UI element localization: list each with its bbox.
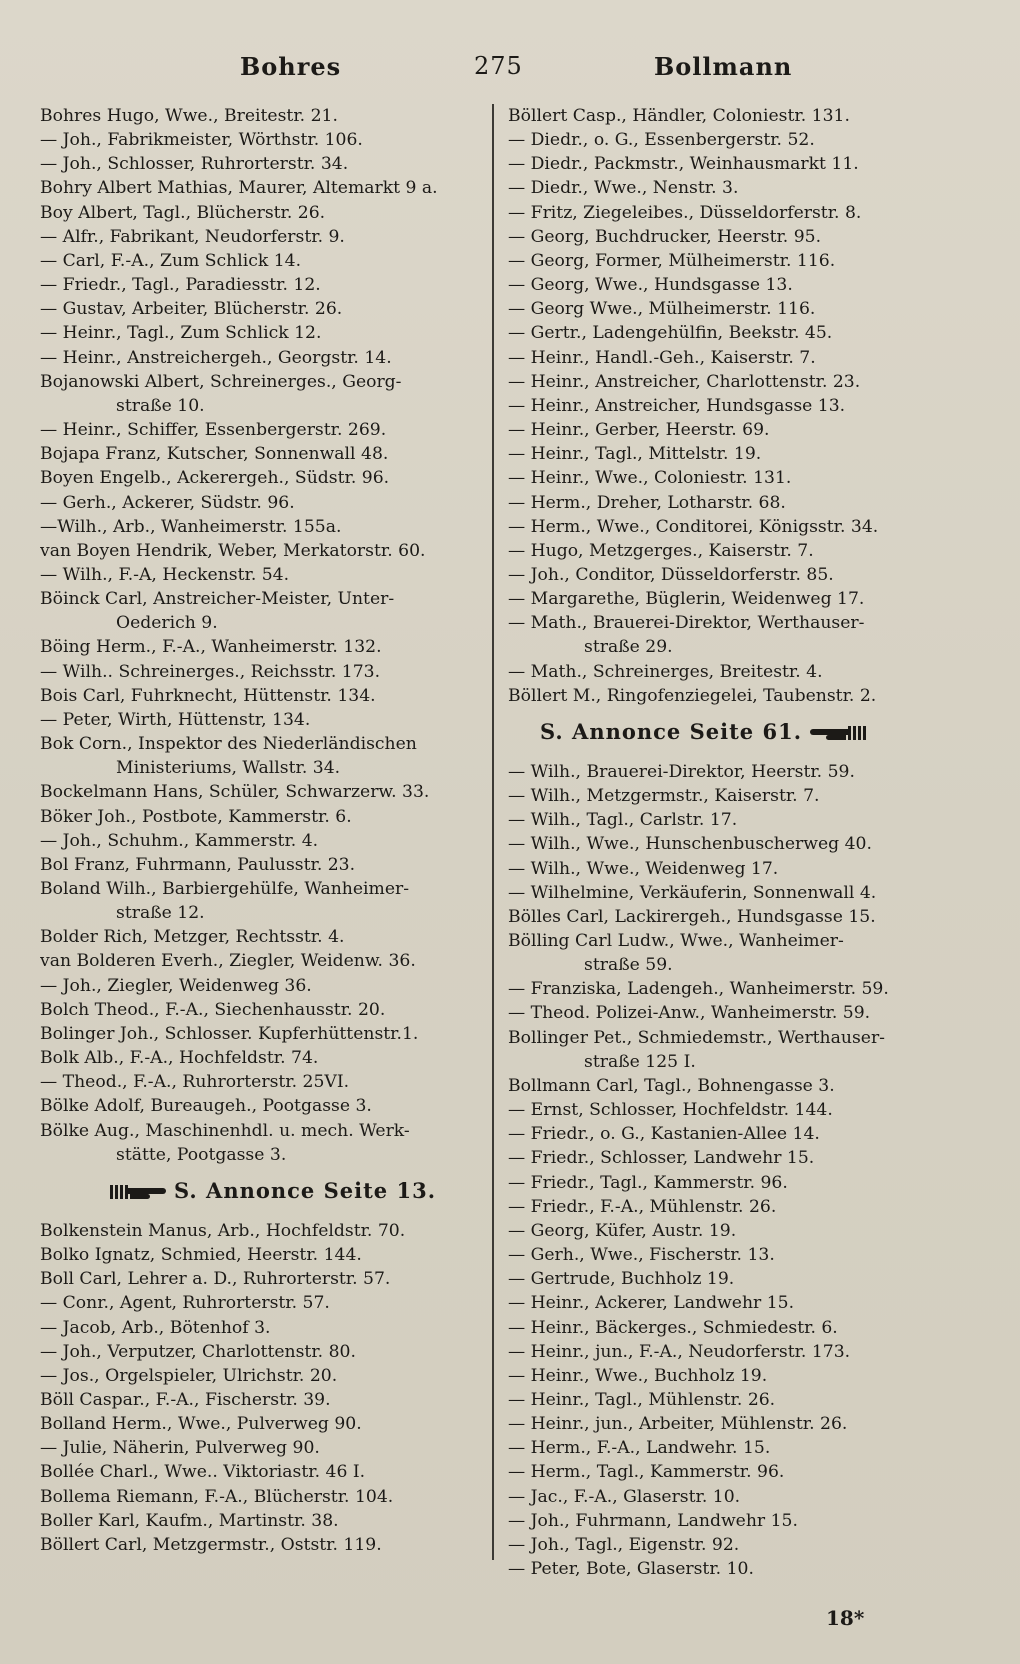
- left-column: [40, 104, 480, 1624]
- directory-entry: Bolkenstein Manus, Arb., Hochfeldstr. 70.: [40, 1220, 406, 1241]
- directory-entry: Bölke Adolf, Bureaugeh., Pootgasse 3.: [40, 1096, 372, 1117]
- directory-entry: — Joh., Fabrikmeister, Wörthstr. 106.: [40, 130, 363, 151]
- header-left-name: Bohres: [240, 52, 342, 81]
- page-number: 275: [474, 52, 523, 80]
- annonce-reference: [508, 712, 950, 752]
- directory-entry: — Friedr., Tagl., Paradiesstr. 12.: [40, 275, 321, 296]
- directory-entry: Bok Corn., Inspektor des Niederländischen: [40, 734, 417, 755]
- directory-entry: Bolland Herm., Wwe., Pulverweg 90.: [40, 1414, 362, 1435]
- directory-entry: — Diedr., Packmstr., Weinhausmarkt 11.: [508, 154, 859, 175]
- directory-entry-continuation: stätte, Pootgasse 3.: [116, 1144, 287, 1165]
- directory-entry: — Jos., Orgelspieler, Ulrichstr. 20.: [40, 1365, 338, 1386]
- directory-entry: — Peter, Bote, Glaserstr. 10.: [508, 1559, 754, 1580]
- directory-entry: — Gustav, Arbeiter, Blücherstr. 26.: [40, 299, 343, 320]
- directory-entry: Böinck Carl, Anstreicher-Meister, Unter-: [40, 589, 395, 610]
- directory-entry: — Math., Brauerei-Direktor, Werthauser-: [508, 613, 865, 634]
- directory-entry: — Hugo, Metzgerges., Kaiserstr. 7.: [508, 540, 814, 561]
- signature-mark: 18*: [826, 1606, 865, 1630]
- directory-entry: — Gerh., Ackerer, Südstr. 96.: [40, 492, 295, 513]
- directory-entry: — Heinr., Schiffer, Essenbergerstr. 269.: [40, 420, 387, 441]
- directory-entry: — Ernst, Schlosser, Hochfeldstr. 144.: [508, 1100, 833, 1121]
- directory-entry: — Friedr., o. G., Kastanien-Allee 14.: [508, 1124, 820, 1145]
- header-right-name: Bollmann: [654, 52, 793, 81]
- directory-entry: — Jacob, Arb., Bötenhof 3.: [40, 1317, 271, 1338]
- directory-entry: — Wilh., Brauerei-Direktor, Heerstr. 59.: [508, 761, 855, 782]
- directory-entry: — Friedr., Schlosser, Landwehr 15.: [508, 1148, 815, 1169]
- directory-entry: — Joh., Conditor, Düsseldorferstr. 85.: [508, 564, 834, 585]
- directory-entry: — Wilh., F.-A, Heckenstr. 54.: [40, 564, 290, 585]
- directory-entry: — Wilh.. Schreinerges., Reichsstr. 173.: [40, 661, 381, 682]
- directory-entry: Bohry Albert Mathias, Maurer, Altemarkt 9 a.: [40, 178, 438, 199]
- directory-entry: — Heinr., Tagl., Zum Schlick 12.: [40, 323, 322, 344]
- page-header: [0, 52, 1020, 92]
- directory-entry: — Jac., F.-A., Glaserstr. 10.: [508, 1486, 741, 1507]
- directory-entry: — Heinr., Wwe., Buchholz 19.: [508, 1365, 768, 1386]
- directory-entry: — Carl, F.-A., Zum Schlick 14.: [40, 250, 302, 271]
- directory-entry: Böing Herm., F.-A., Wanheimerstr. 132.: [40, 637, 382, 658]
- directory-entry: — Diedr., o. G., Essenbergerstr. 52.: [508, 130, 815, 151]
- directory-entry: — Heinr., Anstreichergeh., Georgstr. 14.: [40, 347, 392, 368]
- directory-entry: Bojapa Franz, Kutscher, Sonnenwall 48.: [40, 444, 389, 465]
- directory-entry: Bölling Carl Ludw., Wwe., Wanheimer-: [508, 931, 844, 951]
- directory-entry: Böker Joh., Postbote, Kammerstr. 6.: [40, 806, 352, 827]
- directory-entry: — Joh., Tagl., Eigenstr. 92.: [508, 1534, 740, 1555]
- directory-entry: — Gertrude, Buchholz 19.: [508, 1269, 735, 1290]
- directory-entry: — Wilh., Metzgermstr., Kaiserstr. 7.: [508, 786, 820, 807]
- directory-entry: — Friedr., F.-A., Mühlenstr. 26.: [508, 1196, 777, 1217]
- directory-entry: Bollmann Carl, Tagl., Bohnengasse 3.: [508, 1075, 835, 1096]
- directory-entry: — Heinr., jun., F.-A., Neudorferstr. 173.: [508, 1341, 851, 1362]
- directory-entry: — Wilhelmine, Verkäuferin, Sonnenwall 4.: [508, 882, 877, 903]
- directory-entry: — Peter, Wirth, Hüttenstr, 134.: [40, 709, 311, 730]
- directory-entry: van Bolderen Everh., Ziegler, Weidenw. 36.: [40, 951, 416, 972]
- directory-entry: Bölles Carl, Lackirergeh., Hundsgasse 15.: [508, 906, 876, 927]
- directory-entry: Bollinger Pet., Schmiedemstr., Werthauser-: [508, 1027, 885, 1048]
- directory-entry: — Heinr., Handl.-Geh., Kaiserstr. 7.: [508, 347, 816, 368]
- directory-entry: — Joh., Schlosser, Ruhrorterstr. 34.: [40, 154, 349, 175]
- right-column: [508, 104, 950, 1624]
- directory-entry: — Conr., Agent, Ruhrorterstr. 57.: [40, 1293, 330, 1314]
- directory-entry: Boller Karl, Kaufm., Martinstr. 38.: [40, 1510, 339, 1531]
- directory-entry: Böllert Casp., Händler, Coloniestr. 131.: [508, 106, 850, 126]
- directory-entry: — Joh., Schuhm., Kammerstr. 4.: [40, 830, 319, 851]
- directory-entry-continuation: straße 29.: [584, 637, 673, 658]
- directory-entry: — Heinr., Wwe., Coloniestr. 131.: [508, 468, 792, 489]
- pointing-hand-icon: [810, 724, 866, 742]
- directory-entry: — Wilh., Wwe., Hunschenbuscherweg 40.: [508, 834, 872, 855]
- directory-entry: — Diedr., Wwe., Nenstr. 3.: [508, 178, 739, 199]
- directory-entry: — Julie, Näherin, Pulverweg 90.: [40, 1438, 320, 1459]
- directory-entry-continuation: straße 10.: [116, 395, 205, 416]
- directory-entry: Bölke Aug., Maschinenhdl. u. mech. Werk-: [40, 1120, 410, 1141]
- directory-entry: Bojanowski Albert, Schreinerges., Georg-: [40, 371, 402, 392]
- directory-entry: Bolder Rich, Metzger, Rechtsstr. 4.: [40, 927, 345, 948]
- directory-entry: — Math., Schreinerges, Breitestr. 4.: [508, 661, 823, 682]
- directory-entry: — Heinr., Anstreicher, Charlottenstr. 23.: [508, 371, 861, 392]
- annonce-text: S. Annonce Seite 13.: [174, 1177, 437, 1203]
- column-divider: [492, 104, 494, 1560]
- directory-entry: — Margarethe, Büglerin, Weidenweg 17.: [508, 589, 865, 610]
- directory-entry: — Joh., Ziegler, Weidenweg 36.: [40, 975, 312, 996]
- directory-entry: — Gertr., Ladengehülfin, Beekstr. 45.: [508, 323, 833, 344]
- directory-entry: Boland Wilh., Barbiergehülfe, Wanheimer-: [40, 879, 410, 899]
- directory-entry: — Herm., Wwe., Conditorei, Königsstr. 34.: [508, 516, 879, 537]
- directory-entry: — Fritz, Ziegeleibes., Düsseldorferstr. 8.: [508, 202, 862, 223]
- directory-entry: — Alfr., Fabrikant, Neudorferstr. 9.: [40, 226, 345, 247]
- directory-entry: — Herm., Tagl., Kammerstr. 96.: [508, 1462, 785, 1483]
- directory-entry: — Heinr., jun., Arbeiter, Mühlenstr. 26.: [508, 1414, 848, 1435]
- directory-entry: — Franziska, Ladengeh., Wanheimerstr. 59.: [508, 979, 889, 1000]
- directory-entry: Bockelmann Hans, Schüler, Schwarzerw. 33.: [40, 782, 430, 803]
- directory-entry: Bol Franz, Fuhrmann, Paulusstr. 23.: [40, 854, 356, 875]
- annonce-text: S. Annonce Seite 61.: [540, 718, 803, 744]
- directory-entry: — Georg, Buchdrucker, Heerstr. 95.: [508, 226, 822, 247]
- directory-entry: Bolinger Joh., Schlosser. Kupferhüttenstr.1.: [40, 1023, 419, 1044]
- directory-entry-continuation: Oederich 9.: [116, 613, 218, 634]
- directory-entry: — Wilh., Wwe., Weidenweg 17.: [508, 858, 779, 879]
- directory-entry-continuation: straße 125 I.: [584, 1051, 696, 1072]
- directory-entry-continuation: straße 12.: [116, 903, 205, 924]
- directory-entry: Boll Carl, Lehrer a. D., Ruhrorterstr. 57.: [40, 1269, 391, 1290]
- directory-entry: — Heinr., Gerber, Heerstr. 69.: [508, 420, 770, 441]
- directory-entry: — Gerh., Wwe., Fischerstr. 13.: [508, 1245, 775, 1266]
- directory-entry: — Georg, Küfer, Austr. 19.: [508, 1220, 737, 1241]
- directory-entry: — Wilh., Tagl., Carlstr. 17.: [508, 810, 738, 831]
- directory-entry-continuation: Ministeriums, Wallstr. 34.: [116, 758, 341, 779]
- annonce-reference: [40, 1171, 480, 1211]
- directory-entry: — Theod., F.-A., Ruhrorterstr. 25VI.: [40, 1072, 350, 1093]
- directory-entry: — Georg Wwe., Mülheimerstr. 116.: [508, 299, 816, 320]
- directory-entry: Bolch Theod., F.-A., Siechenhausstr. 20.: [40, 999, 386, 1020]
- directory-entry: — Heinr., Anstreicher, Hundsgasse 13.: [508, 395, 846, 416]
- directory-entry: Böllert Carl, Metzgermstr., Oststr. 119.: [40, 1534, 382, 1555]
- directory-entry: — Herm., F.-A., Landwehr. 15.: [508, 1438, 771, 1459]
- directory-entry: Bollema Riemann, F.-A., Blücherstr. 104.: [40, 1486, 394, 1507]
- directory-entry: van Boyen Hendrik, Weber, Merkatorstr. 60.: [40, 540, 426, 561]
- directory-entry-continuation: straße 59.: [584, 955, 673, 976]
- directory-entry: — Heinr., Ackerer, Landwehr 15.: [508, 1293, 795, 1314]
- directory-entry: Bolk Alb., F.-A., Hochfeldstr. 74.: [40, 1048, 319, 1069]
- directory-entry: — Georg, Wwe., Hundsgasse 13.: [508, 275, 793, 296]
- directory-entry: — Heinr., Tagl., Mittelstr. 19.: [508, 444, 762, 465]
- directory-entry: Bois Carl, Fuhrknecht, Hüttenstr. 134.: [40, 685, 376, 706]
- directory-entry: — Joh., Fuhrmann, Landwehr 15.: [508, 1510, 798, 1531]
- directory-entry: — Georg, Former, Mülheimerstr. 116.: [508, 250, 836, 271]
- directory-entry: — Friedr., Tagl., Kammerstr. 96.: [508, 1172, 788, 1193]
- directory-entry: — Heinr., Tagl., Mühlenstr. 26.: [508, 1389, 776, 1410]
- directory-entry: Böllert M., Ringofenziegelei, Taubenstr. 2.: [508, 685, 877, 706]
- directory-entry: Böll Caspar., F.-A., Fischerstr. 39.: [40, 1389, 331, 1410]
- directory-entry: —Wilh., Arb., Wanheimerstr. 155a.: [40, 516, 342, 537]
- directory-entry: Boy Albert, Tagl., Blücherstr. 26.: [40, 202, 326, 223]
- directory-entry: — Herm., Dreher, Lotharstr. 68.: [508, 492, 786, 513]
- pointing-hand-icon: [110, 1183, 166, 1201]
- directory-entry: — Joh., Verputzer, Charlottenstr. 80.: [40, 1341, 356, 1362]
- directory-entry: Bohres Hugo, Wwe., Breitestr. 21.: [40, 106, 338, 126]
- directory-entry: — Theod. Polizei-Anw., Wanheimerstr. 59.: [508, 1003, 871, 1024]
- directory-entry: — Heinr., Bäckerges., Schmiedestr. 6.: [508, 1317, 838, 1338]
- directory-entry: Bollée Charl., Wwe.. Viktoriastr. 46 I.: [40, 1462, 366, 1483]
- directory-entry: Boyen Engelb., Ackerergeh., Südstr. 96.: [40, 468, 390, 489]
- directory-entry: Bolko Ignatz, Schmied, Heerstr. 144.: [40, 1245, 362, 1266]
